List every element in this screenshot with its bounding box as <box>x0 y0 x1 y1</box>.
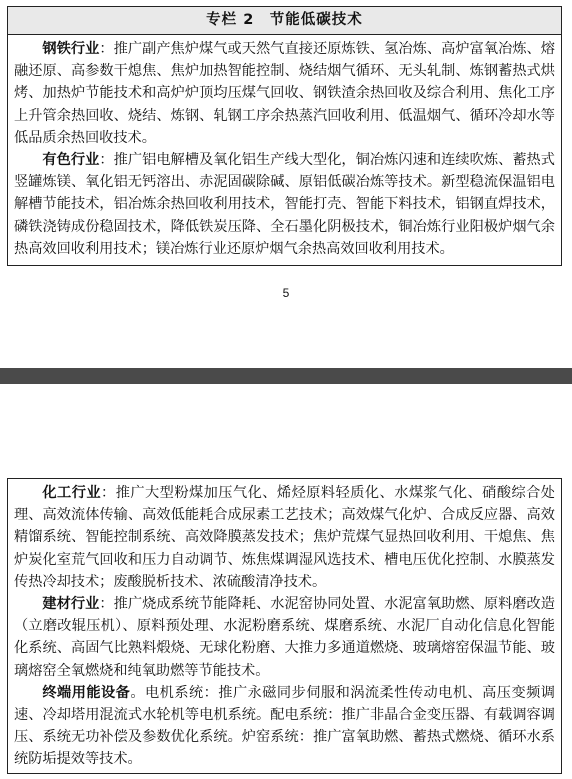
paragraph-building-materials <box>14 593 555 682</box>
section-heading-chemical: 化工行业 <box>42 485 102 501</box>
section-heading-nonferrous: 有色行业 <box>42 152 100 169</box>
page-gap <box>0 368 572 384</box>
paragraph-chemical <box>14 482 555 593</box>
section-text-nonferrous: ：推广铝电解槽及氧化铝生产线大型化，铜冶炼闪速和连续吹炼、蓄热式竖罐炼镁、氧化铝无钙溶出、赤泥固碳除碱、原铝低碳冶炼等技术。新型稳流保温铝电解槽节能技术，铝冶炼余热回收利用技术，智能打壳、智能下料技术，铝钢直焊技术，磷铁浇铸成份稳固技术，降低铁炭压降、全石墨化阴极技术，铜冶炼行业阳极炉烟气余热高效回收利用技术；镁冶炼行业还原炉烟气余热高效回收利用技术。 <box>14 152 555 257</box>
section-text-steel: ：推广副产焦炉煤气或天然气直接还原炼铁、氢冶炼、高炉富氧冶炼、熔融还原、高参数干熄焦、焦炉加热智能控制、烧结烟气循环、无头轧制、炼钢蓄热式烘烤、加热炉节能技术和高炉炉顶均压煤气回收、钢铁渣余热回收及综合利用、焦化工序上升管余热回收、烧结、炼钢、轧钢工序余热蒸汽回收利用、低温烟气、循环冷却水等低品质余热回收技术。 <box>14 41 555 146</box>
box-body-bottom <box>8 479 561 771</box>
document-page-top <box>0 0 572 368</box>
section-heading-building-materials: 建材行业 <box>42 596 100 613</box>
paragraph-end-use-equipment <box>14 682 555 771</box>
column-box-bottom <box>7 478 562 774</box>
box-body-top <box>8 35 561 260</box>
document-page-bottom <box>0 384 572 779</box>
section-heading-end-use-equipment: 终端用能设备 <box>42 684 131 701</box>
section-text-chemical: ：推广大型粉煤加压气化、烯烃原料轻质化、水煤浆气化、硝酸综合处理、高效流体传输、高效低能耗合成尿素工艺技术；高效煤气化炉、合成反应器、高效精馏系统、智能控制系统、高效降膜蒸发技术；焦炉荒煤气显热回收利用、干熄焦、焦炉炭化室荒气回收和压力自动调节、炼焦煤调湿风选技术、槽电压优化控制、水膜蒸发传热冷却技术；废酸脱析技术、浓硫酸清净技术。 <box>14 485 555 590</box>
page-number: 5 <box>282 286 290 300</box>
column-box-top <box>7 6 562 266</box>
box-title: 专栏 2 节能低碳技术 <box>8 7 561 35</box>
section-text-building-materials: ：推广烧成系统节能降耗、水泥窑协同处置、水泥富氧助燃、原料磨改造（立磨改辊压机）、原料预处理、水泥粉磨系统、煤磨系统、水泥厂自动化信息化智能化系统、高固气比熟料煅烧、无球化粉磨、大推力多通道燃烧、玻璃熔窑保温节能、玻璃熔窑全氧燃烧和纯氧助燃等节能技术。 <box>14 596 555 679</box>
section-heading-steel: 钢铁行业 <box>42 41 100 57</box>
paragraph-nonferrous <box>14 149 555 260</box>
paragraph-steel <box>14 38 555 149</box>
section-text-end-use-equipment: 。电机系统：推广永磁同步伺服和涡流柔性传动电机、高压变频调速、冷却塔用混流式水轮机等电机系统。配电系统：推广非晶合金变压器、有载调容调压、系统无功补偿及参数优化系统。炉窑系统：推广富氧助燃、蓄热式燃烧、循环水系统防垢提效等技术。 <box>14 684 555 768</box>
